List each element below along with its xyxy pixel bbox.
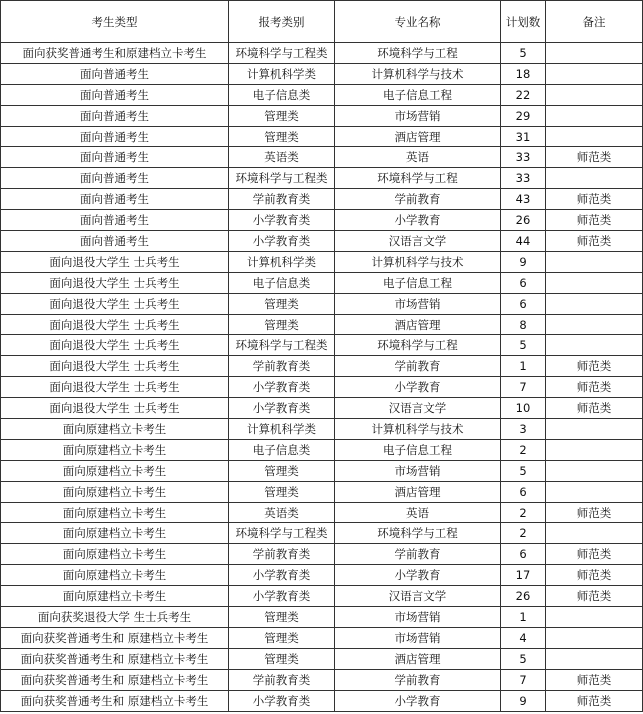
cell-note: 师范类 [546,586,643,607]
cell-student-type: 面向退役大学生 士兵考生 [1,272,229,293]
header-student-type: 考生类型 [1,1,229,43]
cell-category: 学前教育类 [229,669,335,690]
cell-note [546,481,643,502]
cell-category: 电子信息类 [229,272,335,293]
table-row [1,314,643,335]
cell-category: 小学教育类 [229,565,335,586]
cell-major: 学前教育 [335,544,501,565]
cell-student-type: 面向原建档立卡考生 [1,502,229,523]
cell-plan-count: 2 [501,523,546,544]
cell-student-type: 面向原建档立卡考生 [1,439,229,460]
cell-note [546,607,643,628]
table-row [1,105,643,126]
cell-plan-count: 26 [501,210,546,231]
cell-student-type: 面向退役大学生 士兵考生 [1,377,229,398]
cell-note [546,293,643,314]
cell-note [546,648,643,669]
table-row [1,251,643,272]
table-header [1,1,643,43]
cell-category: 管理类 [229,314,335,335]
cell-note [546,439,643,460]
cell-major: 电子信息工程 [335,439,501,460]
cell-category: 计算机科学类 [229,251,335,272]
table-row [1,293,643,314]
cell-student-type: 面向普通考生 [1,105,229,126]
cell-major: 计算机科学与技术 [335,63,501,84]
cell-student-type: 面向获奖普通考生和原建档立卡考生 [1,43,229,64]
cell-note: 师范类 [546,502,643,523]
cell-category: 学前教育类 [229,189,335,210]
cell-plan-count: 1 [501,356,546,377]
cell-category: 小学教育类 [229,398,335,419]
cell-category: 英语类 [229,147,335,168]
table-row [1,648,643,669]
cell-plan-count: 43 [501,189,546,210]
cell-note: 师范类 [546,544,643,565]
cell-note: 师范类 [546,210,643,231]
cell-major: 市场营销 [335,627,501,648]
cell-major: 汉语言文学 [335,586,501,607]
cell-plan-count: 8 [501,314,546,335]
cell-student-type: 面向普通考生 [1,147,229,168]
cell-note [546,63,643,84]
cell-major: 英语 [335,502,501,523]
table-row [1,460,643,481]
cell-category: 环境科学与工程类 [229,43,335,64]
cell-category: 计算机科学类 [229,419,335,440]
cell-student-type: 面向退役大学生 士兵考生 [1,293,229,314]
cell-plan-count: 5 [501,460,546,481]
table-row [1,586,643,607]
cell-student-type: 面向退役大学生 士兵考生 [1,314,229,335]
table-row [1,669,643,690]
cell-major: 小学教育 [335,565,501,586]
cell-student-type: 面向获奖普通考生和 原建档立卡考生 [1,690,229,711]
table-row [1,565,643,586]
table-row [1,481,643,502]
cell-student-type: 面向获奖普通考生和 原建档立卡考生 [1,627,229,648]
cell-major: 学前教育 [335,669,501,690]
cell-category: 管理类 [229,627,335,648]
cell-major: 学前教育 [335,189,501,210]
cell-note: 师范类 [546,189,643,210]
cell-student-type: 面向原建档立卡考生 [1,419,229,440]
cell-plan-count: 6 [501,544,546,565]
cell-note [546,43,643,64]
table-row [1,189,643,210]
cell-category: 管理类 [229,481,335,502]
table-row [1,690,643,711]
cell-note: 师范类 [546,565,643,586]
cell-category: 学前教育类 [229,356,335,377]
cell-category: 小学教育类 [229,231,335,252]
cell-student-type: 面向普通考生 [1,63,229,84]
header-major: 专业名称 [335,1,501,43]
cell-category: 管理类 [229,607,335,628]
cell-major: 环境科学与工程 [335,168,501,189]
header-row [1,1,643,43]
cell-category: 环境科学与工程类 [229,168,335,189]
cell-note: 师范类 [546,669,643,690]
cell-note: 师范类 [546,377,643,398]
table-row [1,356,643,377]
cell-plan-count: 18 [501,63,546,84]
cell-plan-count: 33 [501,147,546,168]
cell-student-type: 面向原建档立卡考生 [1,523,229,544]
cell-note [546,84,643,105]
table-body [1,43,643,712]
cell-major: 英语 [335,147,501,168]
header-plan-count: 计划数 [501,1,546,43]
cell-note [546,460,643,481]
cell-plan-count: 7 [501,669,546,690]
cell-major: 小学教育 [335,210,501,231]
table-row [1,147,643,168]
cell-note [546,419,643,440]
cell-category: 小学教育类 [229,377,335,398]
cell-student-type: 面向获奖退役大学 生士兵考生 [1,607,229,628]
cell-note [546,314,643,335]
cell-major: 酒店管理 [335,648,501,669]
table-row [1,231,643,252]
cell-plan-count: 29 [501,105,546,126]
cell-note [546,168,643,189]
cell-major: 市场营销 [335,293,501,314]
cell-note [546,251,643,272]
cell-major: 电子信息工程 [335,84,501,105]
cell-plan-count: 26 [501,586,546,607]
cell-note [546,272,643,293]
cell-major: 市场营销 [335,460,501,481]
cell-major: 环境科学与工程 [335,523,501,544]
cell-plan-count: 5 [501,648,546,669]
header-category: 报考类别 [229,1,335,43]
table-row [1,419,643,440]
cell-student-type: 面向原建档立卡考生 [1,586,229,607]
cell-plan-count: 5 [501,335,546,356]
cell-plan-count: 2 [501,502,546,523]
table-row [1,523,643,544]
cell-major: 汉语言文学 [335,398,501,419]
cell-plan-count: 33 [501,168,546,189]
cell-category: 管理类 [229,293,335,314]
cell-plan-count: 3 [501,419,546,440]
cell-category: 学前教育类 [229,544,335,565]
cell-major: 汉语言文学 [335,231,501,252]
cell-student-type: 面向退役大学生 士兵考生 [1,356,229,377]
cell-note [546,126,643,147]
cell-plan-count: 1 [501,607,546,628]
cell-major: 酒店管理 [335,481,501,502]
cell-note: 师范类 [546,147,643,168]
cell-plan-count: 7 [501,377,546,398]
cell-major: 酒店管理 [335,314,501,335]
table-row [1,63,643,84]
table-row [1,607,643,628]
cell-student-type: 面向原建档立卡考生 [1,460,229,481]
cell-plan-count: 31 [501,126,546,147]
cell-note [546,523,643,544]
table-row [1,84,643,105]
cell-student-type: 面向普通考生 [1,210,229,231]
cell-major: 计算机科学与技术 [335,251,501,272]
cell-major: 电子信息工程 [335,272,501,293]
cell-category: 小学教育类 [229,586,335,607]
cell-major: 计算机科学与技术 [335,419,501,440]
cell-student-type: 面向普通考生 [1,84,229,105]
cell-major: 小学教育 [335,690,501,711]
cell-student-type: 面向普通考生 [1,168,229,189]
cell-major: 酒店管理 [335,126,501,147]
cell-category: 环境科学与工程类 [229,523,335,544]
cell-note: 师范类 [546,398,643,419]
cell-note [546,335,643,356]
table-row [1,439,643,460]
cell-student-type: 面向普通考生 [1,231,229,252]
cell-note: 师范类 [546,231,643,252]
cell-plan-count: 9 [501,251,546,272]
cell-plan-count: 2 [501,439,546,460]
cell-plan-count: 4 [501,627,546,648]
cell-plan-count: 5 [501,43,546,64]
table-row [1,398,643,419]
cell-student-type: 面向退役大学生 士兵考生 [1,251,229,272]
cell-plan-count: 22 [501,84,546,105]
cell-plan-count: 17 [501,565,546,586]
table-row [1,544,643,565]
cell-category: 管理类 [229,460,335,481]
cell-major: 环境科学与工程 [335,43,501,64]
table-row [1,43,643,64]
table-row [1,502,643,523]
table-row [1,335,643,356]
cell-student-type: 面向获奖普通考生和 原建档立卡考生 [1,669,229,690]
cell-major: 市场营销 [335,607,501,628]
cell-category: 管理类 [229,648,335,669]
cell-category: 小学教育类 [229,210,335,231]
cell-note: 师范类 [546,690,643,711]
cell-student-type: 面向原建档立卡考生 [1,544,229,565]
cell-category: 英语类 [229,502,335,523]
table-row [1,272,643,293]
header-note: 备注 [546,1,643,43]
cell-category: 环境科学与工程类 [229,335,335,356]
cell-plan-count: 10 [501,398,546,419]
cell-major: 学前教育 [335,356,501,377]
cell-note: 师范类 [546,356,643,377]
table-row [1,126,643,147]
cell-plan-count: 6 [501,272,546,293]
table-row [1,168,643,189]
cell-major: 市场营销 [335,105,501,126]
cell-student-type: 面向退役大学生 士兵考生 [1,398,229,419]
cell-plan-count: 44 [501,231,546,252]
cell-student-type: 面向普通考生 [1,126,229,147]
cell-note [546,627,643,648]
cell-student-type: 面向原建档立卡考生 [1,565,229,586]
cell-category: 管理类 [229,105,335,126]
cell-category: 计算机科学类 [229,63,335,84]
table-row [1,210,643,231]
cell-plan-count: 9 [501,690,546,711]
cell-plan-count: 6 [501,293,546,314]
table-row [1,377,643,398]
cell-student-type: 面向普通考生 [1,189,229,210]
cell-student-type: 面向退役大学生 士兵考生 [1,335,229,356]
cell-category: 小学教育类 [229,690,335,711]
cell-student-type: 面向原建档立卡考生 [1,481,229,502]
cell-note [546,105,643,126]
table-row [1,627,643,648]
cell-category: 电子信息类 [229,439,335,460]
cell-category: 电子信息类 [229,84,335,105]
cell-category: 管理类 [229,126,335,147]
cell-major: 环境科学与工程 [335,335,501,356]
cell-plan-count: 6 [501,481,546,502]
cell-student-type: 面向获奖普通考生和 原建档立卡考生 [1,648,229,669]
cell-major: 小学教育 [335,377,501,398]
